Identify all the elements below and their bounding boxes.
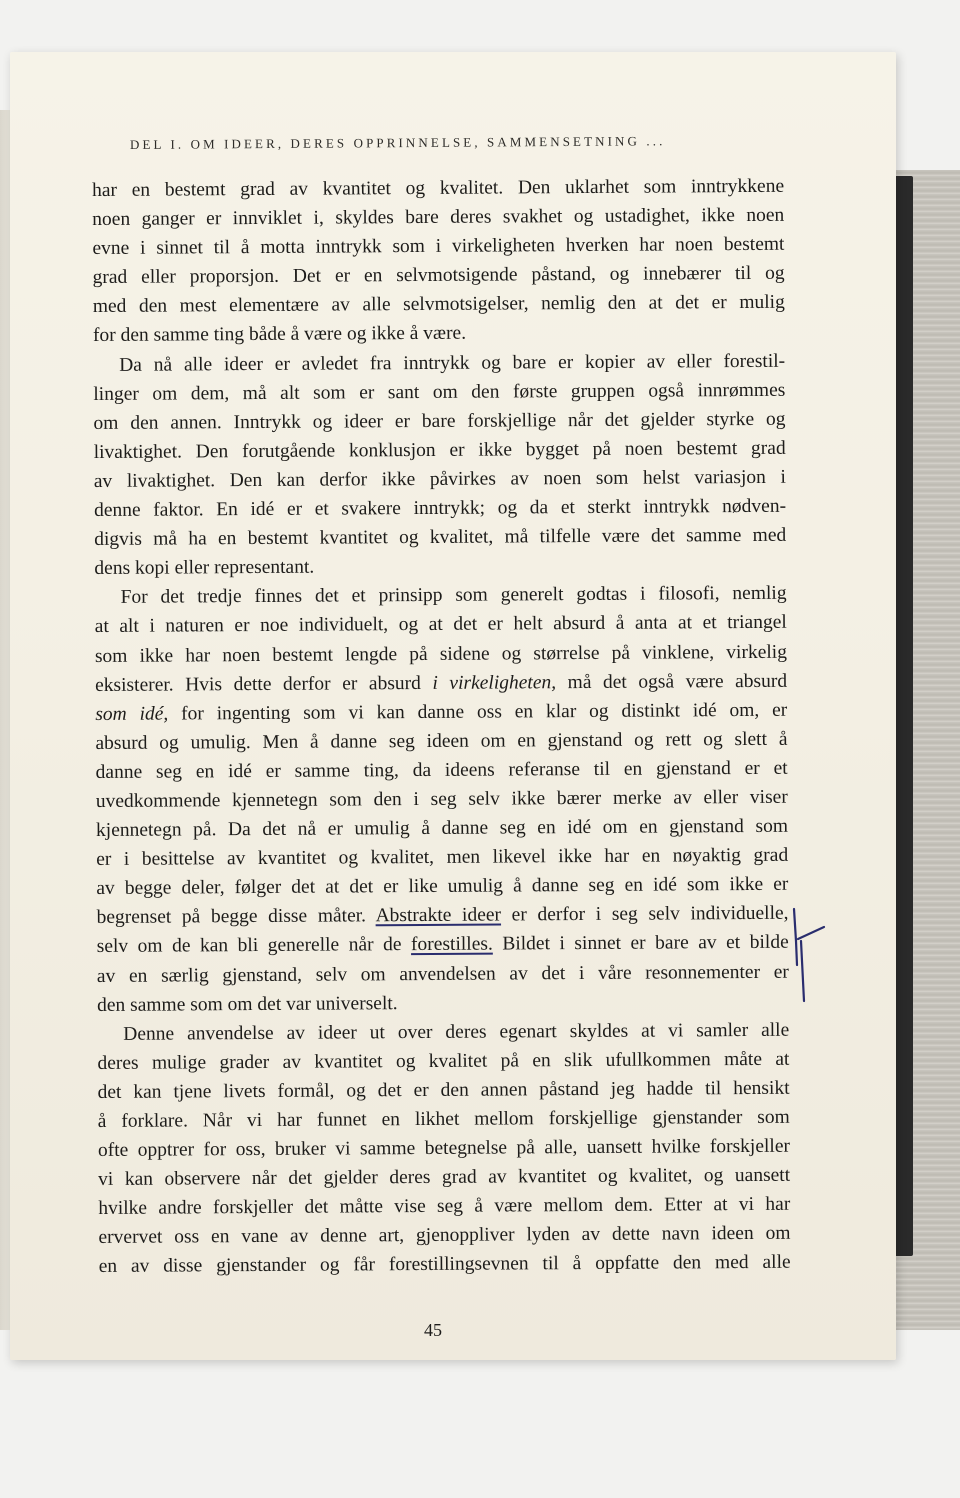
text-line: selv om de kan bli generelle når de forestilles. Bildet i sinnet er bare av et bilde	[96, 932, 789, 958]
text-line: den samme som om det var universelt.	[97, 992, 398, 1016]
text-line: en av disse gjenstander og får forestillingsevnen til å oppfatte den med alle	[98, 1252, 791, 1278]
italic-phrase: i virkeligheten,	[432, 671, 557, 694]
page-number: 45	[424, 1320, 442, 1340]
text-line: av begge deler, følger det at det er like umulig å danne seg en idé som ikke er	[96, 874, 789, 900]
text-line: om den annen. Inntrykk og ideer er bare forskjellige når det gjelder styrke og	[93, 408, 786, 434]
text-line: danne seg en idé er samme ting, da ideens referanse til en gjenstand er et	[95, 757, 788, 783]
pen-underline: Abstrakte ideer	[375, 904, 502, 927]
text-line: Da nå alle ideer er avledet fra inntrykk og bare er kopier av eller forestil-	[119, 350, 786, 376]
book-cover-edge	[893, 176, 913, 1256]
text-line: noen ganger er innviklet i, skyldes bare deres svakhet og ustadighet, ikke noen	[92, 204, 785, 231]
text-line: linger om dem, må alt som er sant om den første gruppen også innrømmes	[93, 379, 786, 405]
text-line: som ikke har noen bestemt lengde på sidene og størrelse på vinklene, virkelig	[94, 641, 787, 667]
text-line: at alt i naturen er noe individuelt, og at det er helt absurd å anta at et triangel	[94, 612, 787, 638]
text-line: er i besittelse av kvantitet og kvalitet, men likevel ikke har en nøyaktig grad	[96, 844, 789, 871]
italic-phrase: som idé,	[95, 703, 169, 725]
text-line: ofte opptrer for oss, bruker vi samme betegnelse på alle, uansett hvilke forskjeller	[97, 1135, 791, 1162]
text-line: av livaktighet. Den kan derfor ikke påvirkes av noen som helst variasjon i	[93, 466, 786, 492]
text-line: for den samme ting både å være og ikke å være.	[92, 323, 467, 347]
text-line: deres mulige grader av kvantitet og kvalitet på en slik ufullkommen måte at	[97, 1048, 790, 1074]
text-line: digvis må ha en bestemt kvantitet og kvalitet, må tilfelle være det samme med	[94, 524, 787, 551]
text-line: denne faktor. En idé er et svakere inntrykk; og da et sterkt inntrykk nødven-	[93, 495, 787, 522]
text-line: av en særlig gjenstand, selv om anvendelsen av det i våre resonnementer er	[96, 961, 789, 987]
pen-underline: forestilles.	[410, 934, 493, 956]
running-head: DEL I. OM IDEER, DERES OPPRINNELSE, SAMMENSETNING ...	[129, 133, 666, 152]
text-line: For det tredje finnes det et prinsipp som generelt godtas i filosofi, nemlig	[120, 583, 787, 609]
text-line: uvedkommende kjennetegn som den i seg selv ikke bærer merke av eller viser	[95, 786, 788, 812]
text-line: dens kopi eller representant.	[94, 556, 315, 580]
text-line: med den mest elementære av alle selvmotsigelser, nemlig den at det er mulig	[92, 292, 785, 318]
text-line: begrenset på begge disse måter. Abstrakte ideer er derfor i seg selv individuelle,	[96, 903, 789, 929]
text-line: vi kan observere når det gjelder deres grad av kvantitet og kvalitet, og uansett	[98, 1164, 791, 1191]
text-line: Denne anvendelse av ideer ut over deres egenart skyldes at vi samler alle	[123, 1019, 790, 1045]
page-text	[92, 172, 791, 1282]
text-line: hvilke andre forskjeller det måtte vise seg å være mellom dem. Etter at vi har	[98, 1194, 791, 1220]
text-line: som idé, for ingenting som vi kan danne oss en klar og distinkt idé om, er	[95, 699, 788, 725]
text-line: grad eller proporsjon. Det er en selvmotsigende påstand, og innebærer til og	[92, 263, 785, 289]
text-line: ervervet oss en vane av denne art, gjenoppliver lyden av dette navn ideen om	[98, 1223, 791, 1249]
text-line: kjennetegn på. Da det nå er umulig å danne seg en idé om en gjenstand som	[95, 815, 789, 842]
text-line: eksisterer. Hvis dette derfor er absurd i virkeligheten, må det også være absurd	[95, 670, 788, 696]
text-line: evne i sinnet til å motta inntrykk som i virkeligheten hverken har noen bestemt	[92, 233, 785, 260]
margin-pen-mark	[790, 905, 830, 1005]
text-line: det kan tjene livets formål, og det er den annen påstand jeg hadde til hensikt	[97, 1077, 790, 1103]
text-line: absurd og umulig. Men å danne seg ideen om en gjenstand og rett og slett å	[95, 728, 788, 754]
text-line: har en bestemt grad av kvantitet og kvalitet. Den uklarhet som inntrykkene	[92, 175, 785, 201]
text-line: livaktighet. Den forutgående konklusjon er ikke bygget på noen bestemt grad	[93, 437, 786, 463]
text-line: å forklare. Når vi har funnet en likhet mellom forskjellige gjenstander som	[97, 1106, 790, 1132]
